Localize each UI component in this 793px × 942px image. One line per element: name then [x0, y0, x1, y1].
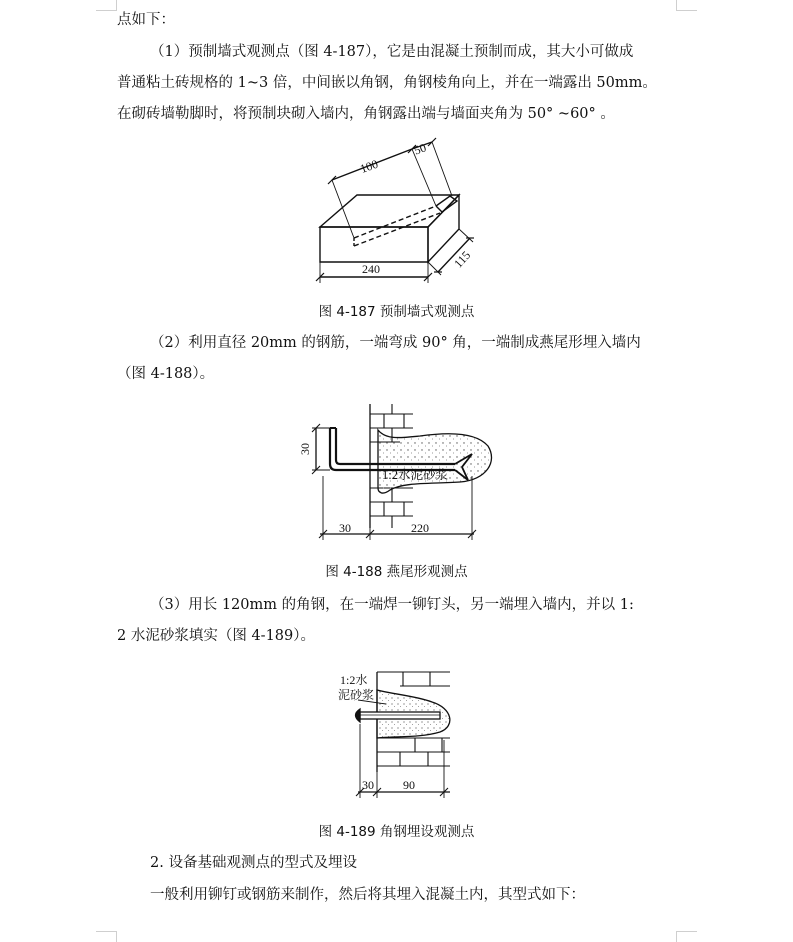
mortar-label: 1:2水泥砂浆 [382, 468, 448, 482]
angle-steel [360, 712, 440, 719]
dim-label-embed-90: 90 [403, 778, 415, 792]
mortar-label-line1: 1:2水 [340, 673, 368, 687]
page-corner-mark [96, 931, 117, 942]
dim-label-115: 115 [451, 248, 474, 271]
figure-4-187-caption: 图 4-187 预制墙式观测点 [318, 304, 475, 320]
figure-4-189-caption: 图 4-189 角钢埋设观测点 [318, 824, 475, 840]
paragraph-item1-line3: 在砌砖墙勒脚时，将预制块砌入墙内，角钢露出端与墙面夹角为 50° ~60° 。 [117, 106, 615, 122]
paragraph-item2-line1: （2）利用直径 20mm 的钢筋，一端弯成 90° 角，一端制成燕尾形埋入墙内 [150, 335, 641, 351]
dim-label-left-30: 30 [362, 778, 374, 792]
dim-label-240: 240 [362, 262, 380, 276]
dim-label-50: 50 [411, 140, 429, 158]
paragraph-item3-line1: （3）用长 120mm 的角钢，在一端焊一铆钉头，另一端埋入墙内，并以 1: [150, 597, 634, 613]
dim-label-embed-220: 220 [411, 521, 429, 535]
paragraph-item3-line2: 2 水泥砂浆填实（图 4-189）。 [117, 628, 315, 644]
paragraph-item2-line2: （图 4-188）。 [117, 366, 215, 382]
rivet-head [356, 709, 361, 722]
paragraph-intro-tail: 点如下： [117, 12, 175, 28]
dim-label-height-30: 30 [298, 443, 312, 455]
section-2-body: 一般利用铆钉或钢筋来制作，然后将其埋入混凝土内，其型式如下： [150, 887, 585, 903]
figure-4-188-caption: 图 4-188 燕尾形观测点 [325, 564, 468, 580]
mortar-label-line2: 泥砂浆 [338, 688, 375, 702]
dim-label-left-30: 30 [339, 521, 351, 535]
paragraph-item1-line2: 普通粘土砖规格的 1~3 倍，中间嵌以角钢，角钢棱角向上，并在一端露出 50mm。 [117, 75, 657, 91]
page-corner-mark [676, 931, 697, 942]
paragraph-item1-line1: （1）预制墙式观测点（图 4-187），它是由混凝土预制而成，其大小可做成 [150, 44, 634, 60]
section-2-heading: 2. 设备基础观测点的型式及埋设 [150, 855, 357, 871]
dim-label-100: 100 [358, 156, 380, 176]
